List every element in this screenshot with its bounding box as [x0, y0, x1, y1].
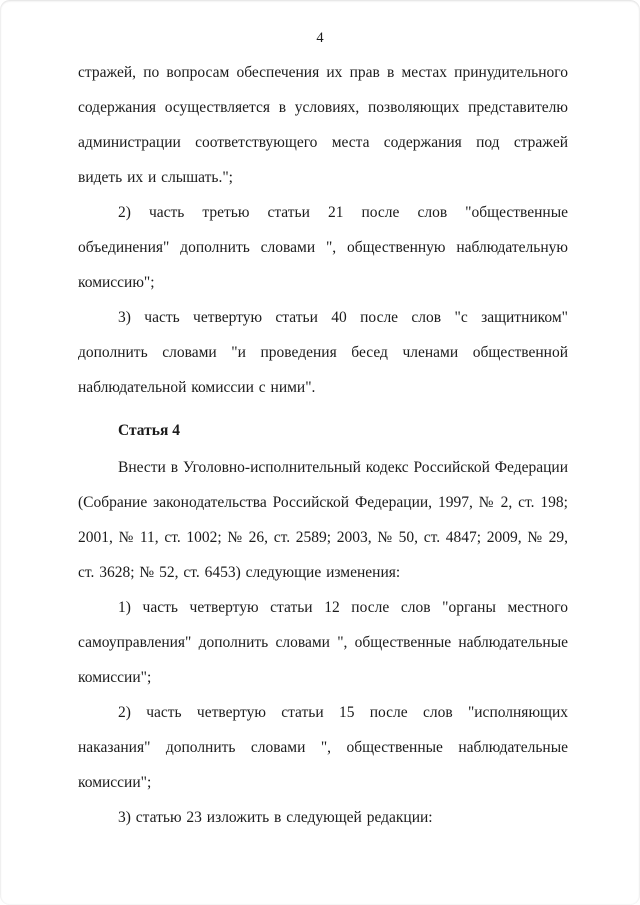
paragraph-item-3: 3) часть четвертую статьи 40 после слов "с защитником" дополнить словами "и проведения бесед членами общественной наблюдательной комиссии с ними".	[78, 309, 568, 396]
paragraph-article-4-item-1: 1) часть четвертую статьи 12 после слов "органы местного самоуправления" дополнить словами ", общественные наблюдательные комиссии";	[78, 599, 568, 686]
article-4-heading: Статья 4	[118, 422, 180, 439]
paragraph-continuation: стражей, по вопросам обеспечения их прав в местах принудительного содержания осуществляется в условиях, позволяющих представителю администрации соответствующего места содержания под стражей видеть их и слышать.";	[78, 64, 568, 186]
paragraph-item-2: 2) часть третью статьи 21 после слов "общественные объединения" дополнить словами ", общественную наблюдательную комиссию";	[78, 204, 568, 291]
paragraph-article-4-item-3: 3) статью 23 изложить в следующей редакции:	[118, 809, 433, 826]
paragraph-article-4-item-2: 2) часть четвертую статьи 15 после слов "исполняющих наказания" дополнить словами ", общественные наблюдательные комиссии";	[78, 704, 568, 791]
page-number: 4	[316, 30, 324, 46]
paragraph-article-4-intro: Внести в Уголовно-исполнительный кодекс Российской Федерации (Собрание законодательства Российской Федерации, 1997, № 2, ст. 198; 2001, № 11, ст. 1002; № 26, ст. 2589; 2003, № 50, ст. 4847; 2009, № 29, ст. 3628; № 52, ст. 6453) следующие изменения:	[78, 459, 568, 581]
document-body	[78, 55, 568, 835]
